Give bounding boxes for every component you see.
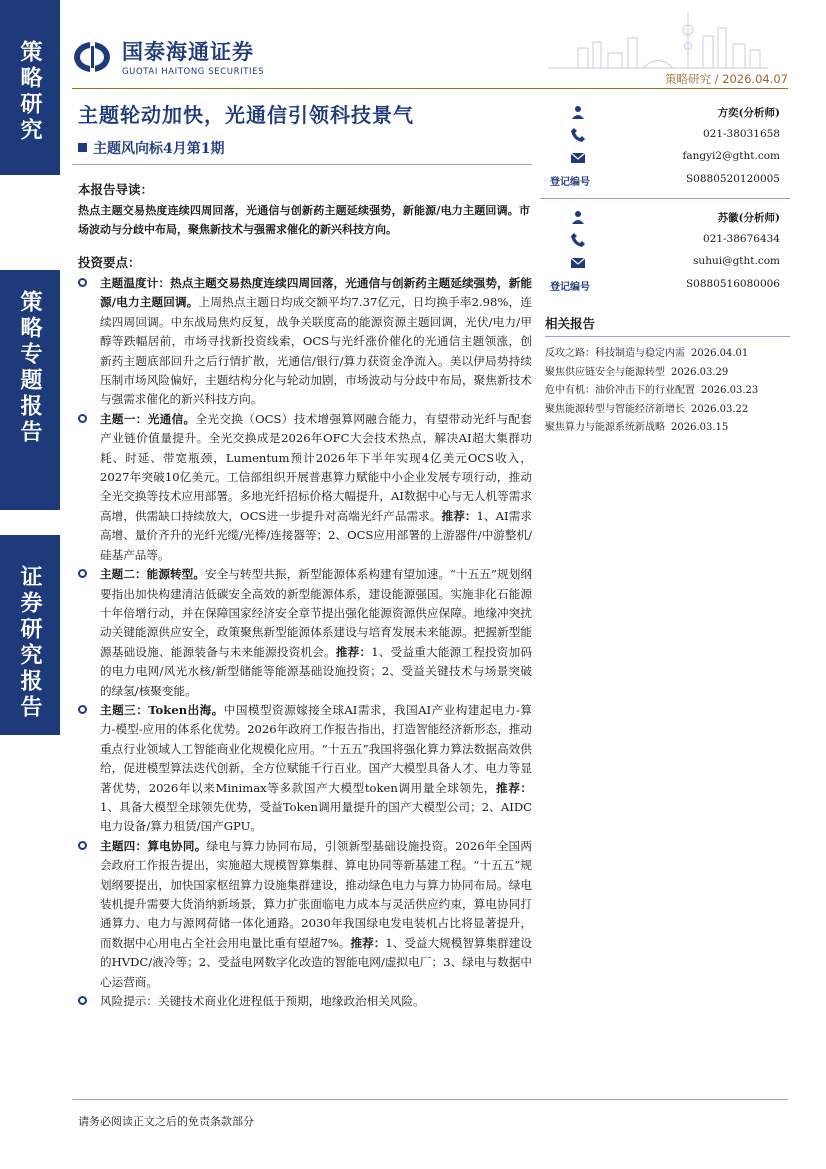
key-point [78, 837, 532, 992]
key-point-lead: 主题四：算电协同。 [100, 838, 207, 853]
key-point [78, 274, 532, 410]
logo-name-en: GUOTAI HAITONG SECURITIES [122, 67, 265, 77]
recommend-text: 1、受益重大能源工程投资加码的电力电网/风光水核/新型储能等能源基础设施投资；2、受益关键技术与场景突破的绿氢/核聚变能。 [100, 644, 532, 698]
circle-bullet-icon [78, 569, 87, 578]
analyst-email-row [540, 252, 790, 275]
sidebar-report-block [0, 535, 60, 735]
analyst-phone-row [540, 230, 790, 253]
recommend-label: 推荐： [350, 935, 386, 950]
analyst-reg-number: S0880516080006 [685, 277, 780, 290]
related-reports [545, 314, 790, 438]
key-point-text: 全光交换（OCS）技术增强算网融合能力，有望带动光纤与配套产业链价值量提升。全光交换成是2026年OFC大会技术热点，解决AI超大集群功耗、时延、带宽瓶颈，Lumentum预计2026年下半年实现4亿美元OCS收入，2027年突破10亿美元。工信部组织开展普惠算力赋能中小企业发展专项行动，推动全光交换等技术应用部署。多地光纤招标价格大幅提升，AI数据中心与无人机等需求高增，供需缺口持续放大，OCS进一步提升对高端光纤产品需求。 [100, 411, 532, 523]
related-report-item[interactable] [545, 401, 790, 420]
recommend-text: 1、AI需求高增、量价齐升的光纤光缆/光棒/连接器等；2、OCS应用部署的上游器件/中游整机/硅基产品等。 [100, 508, 532, 562]
related-reports-heading: 相关报告 [545, 314, 790, 337]
sidebar-type-block [0, 270, 60, 510]
key-point-text: 上周热点主题日均成交额平均7.37亿元，日均换手率2.98%，连续四周回调。中东战局焦灼反复，战争关联度高的能源资源主题回调，光伏/电力/甲醇等跌幅居前，市场寻找新投资线索，OCS与光纤涨价催化的光通信主题领涨，创新药主题底部回升之后行情扩散，光通信/银行/算力获资金净流入。美以伊局势持续压制市场风险偏好，主题结构分化与轮动加剧，市场波动与分歧中布局，聚焦新技术与强需求催化的新兴科技方向。 [100, 295, 532, 407]
key-point-lead: 主题温度计：热点主题交易热度连续四周回落，光通信与创新药主题延续强势，新能源/电力主题回调。 [100, 276, 532, 310]
analyst-reg-label: 登记编号 [550, 176, 590, 188]
analyst-phone-row [540, 125, 790, 148]
key-points-heading: 投资要点： [78, 255, 141, 270]
key-point-text: 绿电与算力协同布局，引领新型基础设施投资。2026年全国两会政府工作报告提出，实施超大规模智算集群、算电协同等新基建工程。“十五五”规划纲要提出，加快国家枢纽算力设施集群建设，推动绿色电力与算力协同布局。绿电装机提升需要大货消纳新场景，算力扩张面临电力成本与灵活供应约束，算电协同打通算力、电力与源网荷储一体化通路。2030年我国绿电发电装机占比将显著提升，而数据中心用电占全社会用电量比重有望超7%。 [100, 838, 532, 950]
footer-divider [72, 1099, 788, 1100]
related-report-date: 2026.03.22 [691, 403, 749, 415]
key-points [78, 274, 532, 1011]
logo-name-cn: 国泰海通证券 [122, 40, 254, 64]
key-point [78, 565, 532, 701]
related-report-date: 2026.03.29 [671, 366, 729, 378]
analyst-phone: 021-38031658 [702, 127, 780, 140]
sidebar-type-text: 策略专题报告 [17, 290, 43, 446]
analyst-reg-number: S0880520120005 [685, 172, 780, 185]
analyst-reg-row [540, 275, 790, 298]
circle-bullet-icon [78, 414, 87, 423]
related-report-title[interactable]: 聚焦算力与能源系统新战略 [545, 422, 665, 433]
title-divider [72, 164, 532, 165]
related-report-date: 2026.04.01 [691, 348, 749, 359]
sidebar-report-text: 证券研究报告 [17, 565, 43, 721]
analyst-reg-row [540, 170, 790, 193]
analyst-panel [540, 102, 790, 297]
square-bullet-icon [78, 143, 87, 152]
key-point [78, 410, 532, 565]
related-report-item[interactable] [545, 345, 790, 364]
report-category-date: 策略研究 / 2026.04.07 [664, 72, 788, 86]
related-report-title[interactable]: 反攻之路：科技制造与稳定内需 [545, 348, 685, 359]
circle-bullet-icon [78, 705, 87, 714]
report-title: 主题轮动加快，光通信引领科技景气 [78, 103, 414, 127]
key-point [78, 701, 532, 837]
guide-heading: 本报告导读： [78, 182, 154, 197]
circle-bullet-icon [78, 278, 87, 287]
sidebar-category-block [0, 0, 60, 175]
logo-mark-icon [72, 40, 116, 74]
related-report-item[interactable] [545, 419, 790, 438]
person-icon [570, 104, 586, 120]
header-divider [72, 88, 788, 89]
report-subtitle [78, 138, 224, 158]
related-report-item[interactable] [545, 382, 790, 401]
analyst-name-row [540, 102, 790, 125]
analyst-name-row [540, 207, 790, 230]
report-subtitle-text: 主题风向标4月第1期 [93, 141, 225, 157]
recommend-label: 推荐： [441, 508, 477, 523]
analyst-name: 苏徽(分析师) [717, 212, 780, 224]
key-point-lead: 主题一：光通信。 [100, 411, 196, 426]
analyst-name: 方奕(分析师) [717, 107, 780, 119]
phone-icon [570, 232, 586, 248]
recommend-text: 1、受益大规模智算集群建设的HVDC/液冷等；2、受益电网数字化改造的智能电网/虚拟电厂；3、绿电与数据中心运营商。 [100, 935, 532, 989]
key-point-lead: 主题三：Token出海。 [100, 702, 224, 717]
person-icon [570, 209, 586, 225]
circle-bullet-icon [78, 996, 87, 1005]
circle-bullet-icon [78, 841, 87, 850]
disclaimer-note: 请务必阅读正文之后的免责条款部分 [78, 1115, 254, 1128]
key-point-text: 中国模型资源嫁接全球AI需求，我国AI产业构建起电力-算力-模型-应用的体系化优势。2026年政府工作报告指出，打造智能经济新形态，推动重点行业领域人工智能商业化规模化应用。“十五五”我国将强化算力算法数据高效供给，促进模型算法迭代创新，全方位赋能千行百业。国产大模型具备人才、电力等显著优势，2026年以来Minimax等多款国产大模型token调用量全球领先， [100, 702, 532, 795]
recommend-label: 推荐： [496, 780, 532, 795]
key-point-lead: 主题二：能源转型。 [100, 567, 206, 582]
company-logo [72, 36, 264, 77]
phone-icon [570, 127, 586, 143]
mail-icon [570, 149, 586, 165]
recommend-text: 1、具备大模型全球领先优势，受益Token调用量提升的国产大模型公司；2、AIDC电力设备/算力租赁/国产GPU。 [100, 799, 532, 834]
analyst-phone: 021-38676434 [702, 232, 780, 245]
key-point-risk [78, 992, 532, 1011]
risk-text: 风险提示：关键技术商业化进程低于预期，地缘政治相关风险。 [100, 994, 425, 1009]
analyst-email[interactable]: fangyi2@gtht.com [682, 150, 780, 162]
city-skyline-icon [538, 8, 778, 73]
related-report-item[interactable] [545, 364, 790, 383]
related-report-title[interactable]: 聚焦供应链安全与能源转型 [545, 366, 665, 378]
guide-text: 热点主题交易热度连续四周回落，光通信与创新药主题延续强势，新能源/电力主题回调。市场波动与分歧中布局，聚焦新技术与强需求催化的新兴科技方向。 [78, 204, 530, 236]
related-report-date: 2026.03.15 [671, 422, 729, 433]
recommend-label: 推荐： [335, 644, 372, 659]
analyst-email-row [540, 147, 790, 170]
key-point-text: 安全与转型共振，新型能源体系构建有望加速。“十五五”规划纲要指出加快构建清洁低碳安全高效的新型能源体系，建设能源强国。实施非化石能源十年倍增行动，并在保障国家经济安全章节提出强化能源资源供应保障。地缘冲突扰动关键能源供应安全，政策聚焦新型能源体系建设与培育发展未来能源。把握新型能源基础设施、能源装备与未来能源投资机会。 [100, 567, 532, 659]
related-report-title[interactable]: 危中有机：油价冲击下的行业配置 [545, 385, 695, 396]
related-report-date: 2026.03.23 [701, 385, 759, 396]
analyst-reg-label: 登记编号 [550, 281, 590, 293]
sidebar [0, 0, 60, 1169]
analyst-email[interactable]: suhui@gtht.com [693, 255, 780, 267]
analyst-divider [540, 198, 790, 199]
mail-icon [570, 254, 586, 270]
sidebar-category-text: 策略研究 [17, 40, 43, 144]
related-report-title[interactable]: 聚焦能源转型与智能经济新增长 [545, 403, 685, 415]
